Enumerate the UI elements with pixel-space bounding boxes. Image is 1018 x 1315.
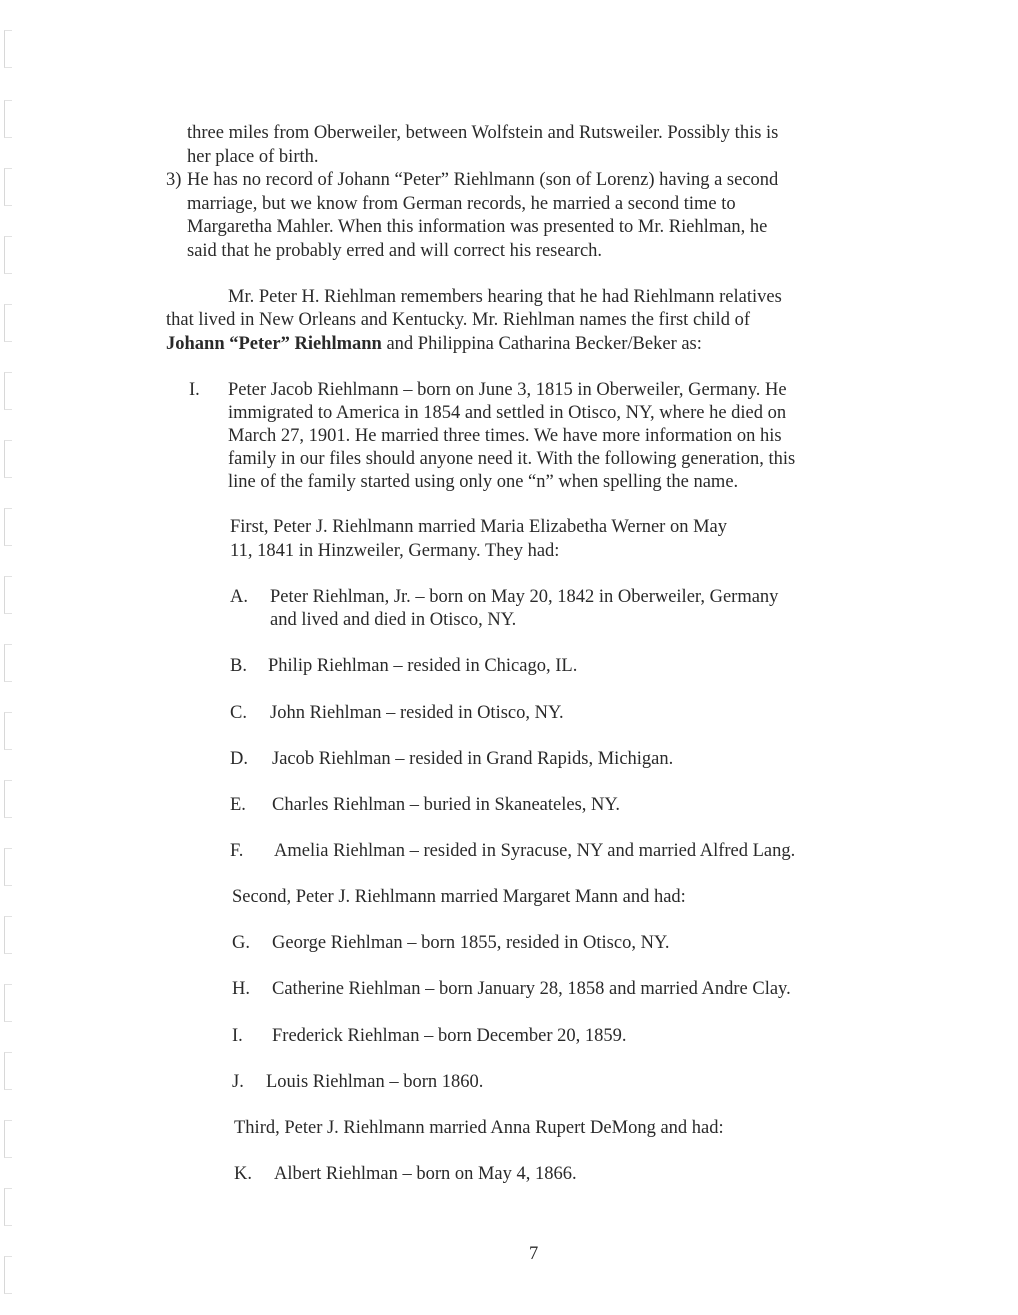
list-marker: E. xyxy=(230,795,246,815)
marriage-line: Second, Peter J. Riehlmann married Margaret Mann and had: xyxy=(232,887,686,907)
binder-mark xyxy=(4,576,12,614)
point3-line: Margaretha Mahler. When this information was presented to Mr. Riehlman, he xyxy=(187,217,768,237)
intro-line: Mr. Peter H. Riehlman remembers hearing that he had Riehlmann relatives xyxy=(228,287,782,307)
binder-mark xyxy=(4,984,12,1022)
binder-mark xyxy=(4,916,12,954)
binder-mark xyxy=(4,30,12,68)
list-marker: F. xyxy=(230,841,244,861)
list-marker: D. xyxy=(230,749,248,769)
intro-line: that lived in New Orleans and Kentucky. Mr. Riehlman names the first child of xyxy=(166,310,750,330)
entry-line: family in our files should anyone need it. With the following generation, this xyxy=(228,449,796,469)
list-marker: 3) xyxy=(166,170,182,190)
continuation-line: her place of birth. xyxy=(187,147,319,167)
binder-mark xyxy=(4,1120,12,1158)
list-marker: C. xyxy=(230,703,247,723)
binder-mark xyxy=(4,1256,12,1294)
binder-mark xyxy=(4,712,12,750)
list-item: Peter Riehlman, Jr. – born on May 20, 1842 in Oberweiler, Germany xyxy=(270,587,779,607)
marriage-line: Third, Peter J. Riehlmann married Anna Rupert DeMong and had: xyxy=(234,1118,724,1138)
list-marker: A. xyxy=(230,587,248,607)
intro-line-rest: and Philippina Catharina Becker/Beker as: xyxy=(381,334,702,354)
binder-mark xyxy=(4,236,12,274)
page-number: 7 xyxy=(529,1244,539,1264)
intro-line xyxy=(166,333,702,355)
list-item: and lived and died in Otisco, NY. xyxy=(270,610,517,630)
entry-line: March 27, 1901. He married three times. We have more information on his xyxy=(228,426,782,446)
list-marker: I. xyxy=(189,380,200,400)
list-item: John Riehlman – resided in Otisco, NY. xyxy=(270,703,564,723)
binder-mark xyxy=(4,644,12,682)
point3-line: He has no record of Johann “Peter” Riehlmann (son of Lorenz) having a second xyxy=(187,170,779,190)
marriage-line: 11, 1841 in Hinzweiler, Germany. They had: xyxy=(230,541,560,561)
list-marker: B. xyxy=(230,656,247,676)
binder-mark xyxy=(4,168,12,206)
point3-line: marriage, but we know from German records, he married a second time to xyxy=(187,194,736,214)
list-item: Louis Riehlman – born 1860. xyxy=(266,1072,484,1092)
list-marker: H. xyxy=(232,979,250,999)
list-item: Albert Riehlman – born on May 4, 1866. xyxy=(274,1164,577,1184)
intro-bold-name: Johann “Peter” Riehlmann xyxy=(166,334,382,354)
list-marker: G. xyxy=(232,933,250,953)
list-marker: K. xyxy=(234,1164,252,1184)
binder-mark xyxy=(4,372,12,410)
point3-line: said that he probably erred and will correct his research. xyxy=(187,241,603,261)
entry-line: Peter Jacob Riehlmann – born on June 3, 1815 in Oberweiler, Germany. He xyxy=(228,380,787,400)
list-marker: J. xyxy=(232,1072,244,1092)
entry-line: immigrated to America in 1854 and settled in Otisco, NY, where he died on xyxy=(228,403,787,423)
list-item: George Riehlman – born 1855, resided in Otisco, NY. xyxy=(272,933,670,953)
binder-mark xyxy=(4,440,12,478)
binder-mark xyxy=(4,1052,12,1090)
list-item: Jacob Riehlman – resided in Grand Rapids, Michigan. xyxy=(272,749,674,769)
list-item: Catherine Riehlman – born January 28, 1858 and married Andre Clay. xyxy=(272,979,791,999)
binder-mark xyxy=(4,304,12,342)
list-item: Charles Riehlman – buried in Skaneateles, NY. xyxy=(272,795,621,815)
binder-mark xyxy=(4,508,12,546)
binder-mark xyxy=(4,780,12,818)
list-marker: I. xyxy=(232,1026,243,1046)
list-item: Frederick Riehlman – born December 20, 1859. xyxy=(272,1026,627,1046)
list-item: Philip Riehlman – resided in Chicago, IL. xyxy=(268,656,578,676)
list-item: Amelia Riehlman – resided in Syracuse, NY and married Alfred Lang. xyxy=(274,841,796,861)
marriage-line: First, Peter J. Riehlmann married Maria Elizabetha Werner on May xyxy=(230,517,728,537)
binder-mark xyxy=(4,848,12,886)
binder-mark xyxy=(4,100,12,138)
continuation-line: three miles from Oberweiler, between Wolfstein and Rutsweiler. Possibly this is xyxy=(187,123,779,143)
entry-line: line of the family started using only one “n” when spelling the name. xyxy=(228,472,739,492)
binder-mark xyxy=(4,1188,12,1226)
